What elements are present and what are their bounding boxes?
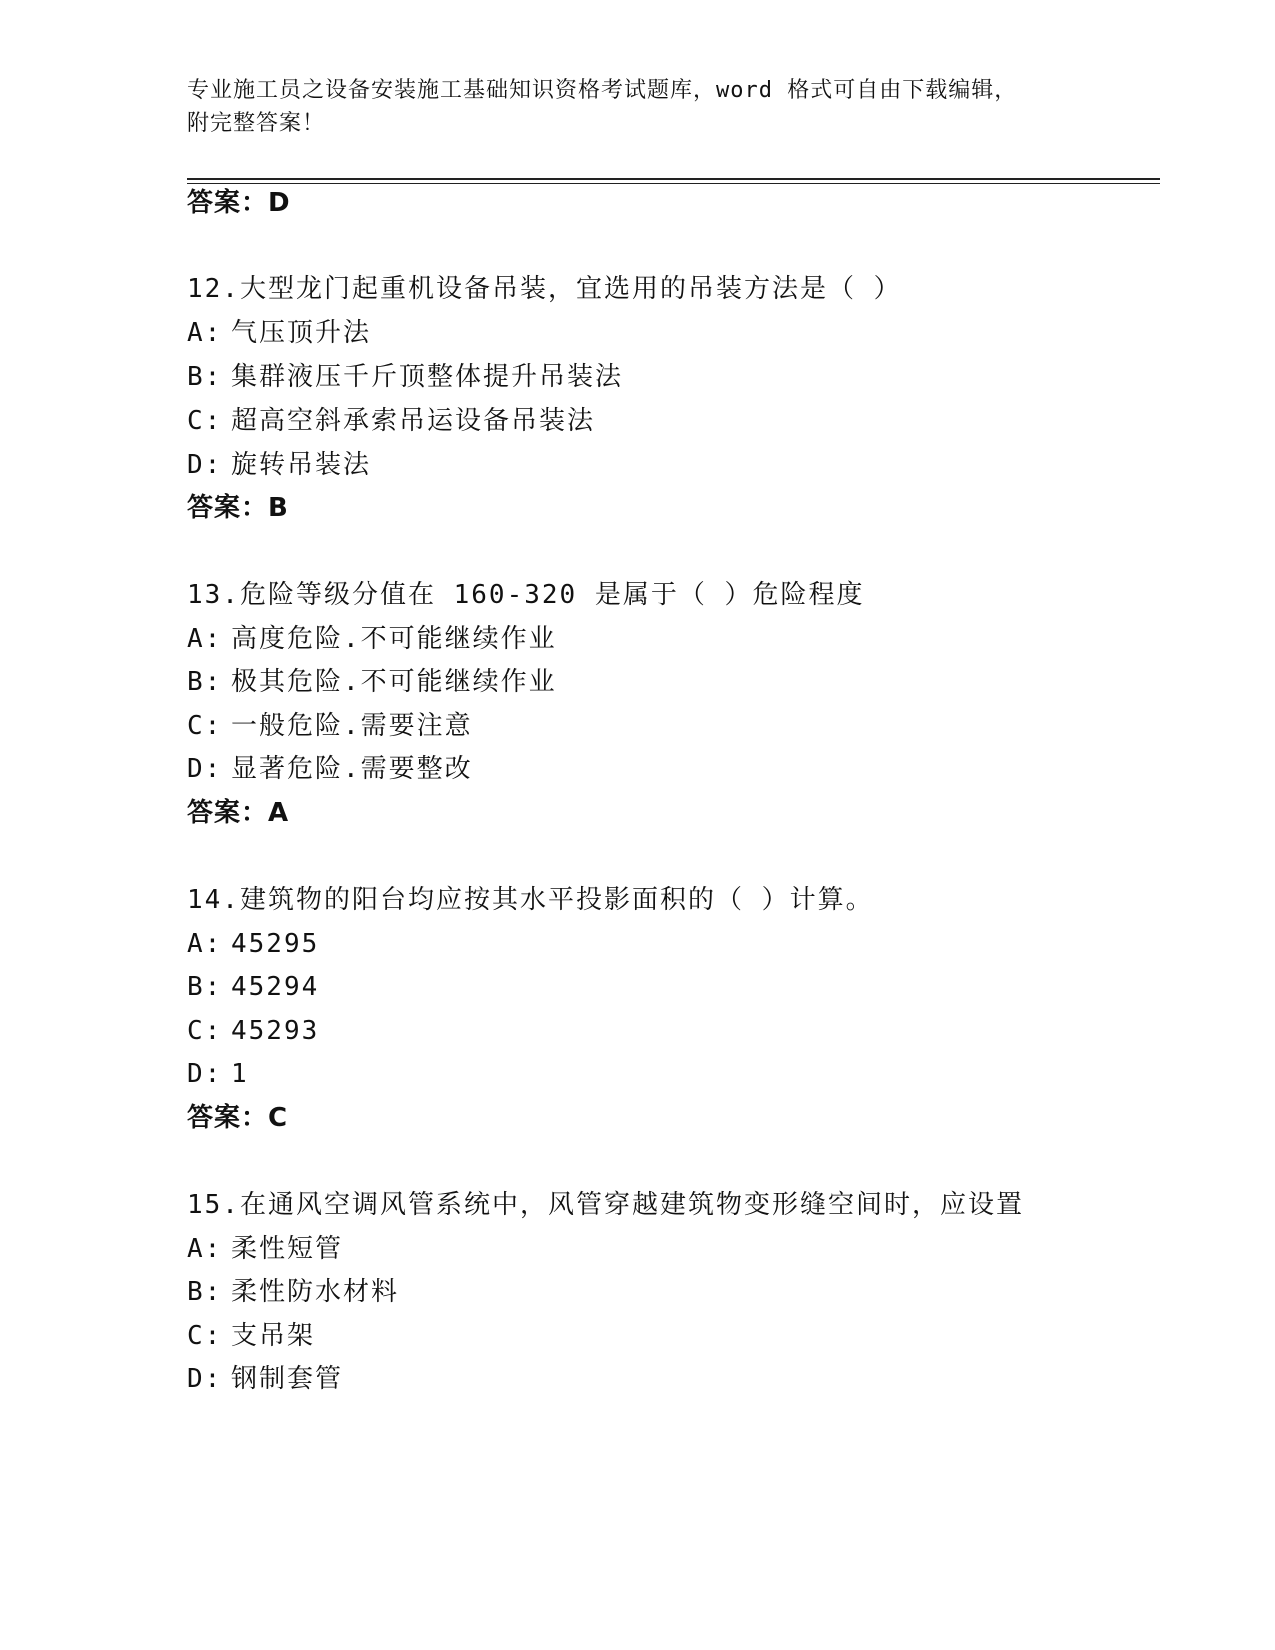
question-15-option-d (187, 1362, 343, 1396)
question-13-option-c (187, 709, 473, 743)
option-letter: A: (187, 929, 223, 959)
question-14-option-a (187, 927, 319, 961)
header-line-2: 附完整答案！ (187, 111, 326, 136)
option-letter: B: (187, 667, 223, 697)
option-text: 显著危险.需要整改 (231, 754, 473, 784)
header-divider-thick (187, 178, 1160, 180)
option-letter: D: (187, 754, 223, 784)
question-12-option-a (187, 316, 371, 350)
question-14-stem: 14.建筑物的阳台均应按其水平投影面积的（ ）计算。 (187, 885, 874, 915)
question-12-stem: 12.大型龙门起重机设备吊装，宜选用的吊装方法是（ ） (187, 274, 902, 304)
option-text: 气压顶升法 (231, 318, 372, 348)
option-letter: A: (187, 624, 223, 654)
option-letter: C: (187, 406, 223, 436)
question-15-option-b (187, 1275, 399, 1309)
option-text: 钢制套管 (231, 1364, 344, 1394)
option-text: 支吊架 (231, 1321, 316, 1351)
option-text: 集群液压千斤顶整体提升吊装法 (231, 362, 624, 392)
option-text: 45295 (231, 929, 320, 959)
option-text: 旋转吊装法 (231, 450, 372, 480)
question-12-option-b (187, 360, 623, 394)
option-text: 极其危险.不可能继续作业 (231, 667, 557, 697)
header-line-1: 专业施工员之设备安装施工基础知识资格考试题库，word 格式可自由下载编辑， (187, 78, 1018, 103)
option-text: 一般危险.需要注意 (231, 711, 473, 741)
option-letter: A: (187, 1234, 223, 1264)
question-12-answer: 答案：B (187, 493, 289, 523)
question-14-option-b (187, 970, 319, 1004)
question-15-option-a (187, 1232, 343, 1266)
option-letter: C: (187, 711, 223, 741)
question-13-option-d (187, 752, 473, 786)
question-12-option-c (187, 404, 595, 438)
question-12-option-d (187, 448, 371, 482)
question-14-option-d (187, 1057, 249, 1091)
question-13-stem: 13.危险等级分值在 160-320 是属于（ ）危险程度 (187, 580, 865, 610)
question-14-answer: 答案：C (187, 1103, 289, 1133)
document-header (187, 74, 1107, 140)
question-13-option-b (187, 665, 557, 699)
answer-previous: 答案：D (187, 188, 291, 218)
option-letter: D: (187, 1059, 223, 1089)
option-text: 高度危险.不可能继续作业 (231, 624, 557, 654)
option-text: 超高空斜承索吊运设备吊装法 (231, 406, 596, 436)
option-letter: B: (187, 972, 223, 1002)
header-divider-thin (187, 183, 1160, 184)
question-15-option-c (187, 1319, 315, 1353)
option-text: 45294 (231, 972, 320, 1002)
option-letter: B: (187, 362, 223, 392)
option-letter: D: (187, 450, 223, 480)
question-14-option-c (187, 1014, 319, 1048)
option-text: 柔性短管 (231, 1234, 344, 1264)
question-13-answer: 答案：A (187, 798, 290, 828)
option-letter: D: (187, 1364, 223, 1394)
option-letter: A: (187, 318, 223, 348)
option-letter: C: (187, 1321, 223, 1351)
question-13-option-a (187, 622, 557, 656)
option-text: 1 (231, 1059, 249, 1089)
option-letter: B: (187, 1277, 223, 1307)
question-15-stem: 15.在通风空调风管系统中，风管穿越建筑物变形缝空间时，应设置 (187, 1190, 1024, 1220)
option-letter: C: (187, 1016, 223, 1046)
option-text: 45293 (231, 1016, 320, 1046)
option-text: 柔性防水材料 (231, 1277, 400, 1307)
